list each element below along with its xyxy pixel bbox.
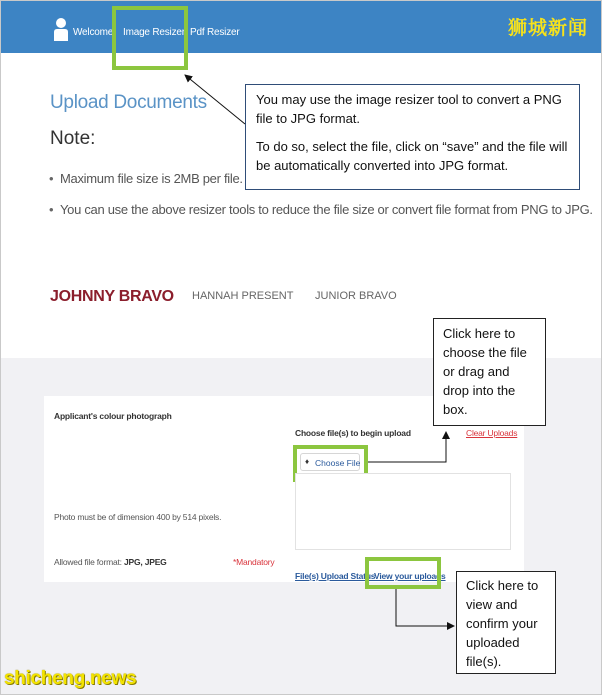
- tab-hannah-present[interactable]: HANNAH PRESENT: [192, 290, 294, 302]
- upload-icon: ♦: [305, 457, 310, 466]
- nav-welcome[interactable]: Welcome: [73, 27, 114, 38]
- choose-file-callout: Click here to choose the file or drag and drop into the box.: [433, 318, 546, 426]
- view-uploads-callout: Click here to view and confirm your uploaded file(s).: [456, 571, 556, 674]
- photo-section-label: Applicant's colour photograph: [54, 411, 172, 421]
- page-title: Upload Documents: [50, 92, 207, 113]
- tab-johnny-bravo[interactable]: JOHNNY BRAVO: [50, 288, 174, 305]
- resizer-arrow: [185, 75, 245, 124]
- view-uploads-arrow: [396, 589, 454, 626]
- nav-image-resizer[interactable]: Image Resizer: [123, 27, 185, 38]
- resizer-callout-line-1: You may use the image resizer tool to convert a PNG file to JPG format.: [256, 92, 562, 126]
- watermark-text: shicheng.news: [4, 668, 137, 689]
- note-heading: Note:: [50, 128, 96, 149]
- nav-pdf-resizer[interactable]: Pdf Resizer: [190, 27, 240, 38]
- allowed-format-values: JPG, JPEG: [123, 557, 167, 567]
- brand-logo: 狮城新闻: [507, 17, 588, 39]
- choose-file-label: Choose File: [315, 458, 361, 468]
- choose-file-arrow: [368, 432, 446, 462]
- tab-junior-bravo[interactable]: JUNIOR BRAVO: [315, 290, 397, 302]
- clear-uploads-link[interactable]: Clear Uploads: [466, 428, 518, 438]
- note-bullet-file-size: • Maximum file size is 2MB per file.: [60, 171, 243, 186]
- dimension-note: Photo must be of dimension 400 by 514 pixels.: [54, 512, 222, 522]
- resizer-callout-line-2: To do so, select the file, click on “save” and the file will be automatically converted into JPG format.: [256, 139, 568, 173]
- view-uploads-link[interactable]: View your uploads: [374, 571, 446, 581]
- upload-status-link[interactable]: File(s) Upload Status: [295, 571, 376, 581]
- mandatory-label: *Mandatory: [233, 557, 275, 567]
- allowed-format-label: Allowed file format:: [54, 557, 122, 567]
- note-bullet-resizer: • You can use the above resizer tools to reduce the file size or convert file format from PNG to JPG.: [60, 202, 593, 217]
- choose-prompt: Choose file(s) to begin upload: [295, 428, 411, 438]
